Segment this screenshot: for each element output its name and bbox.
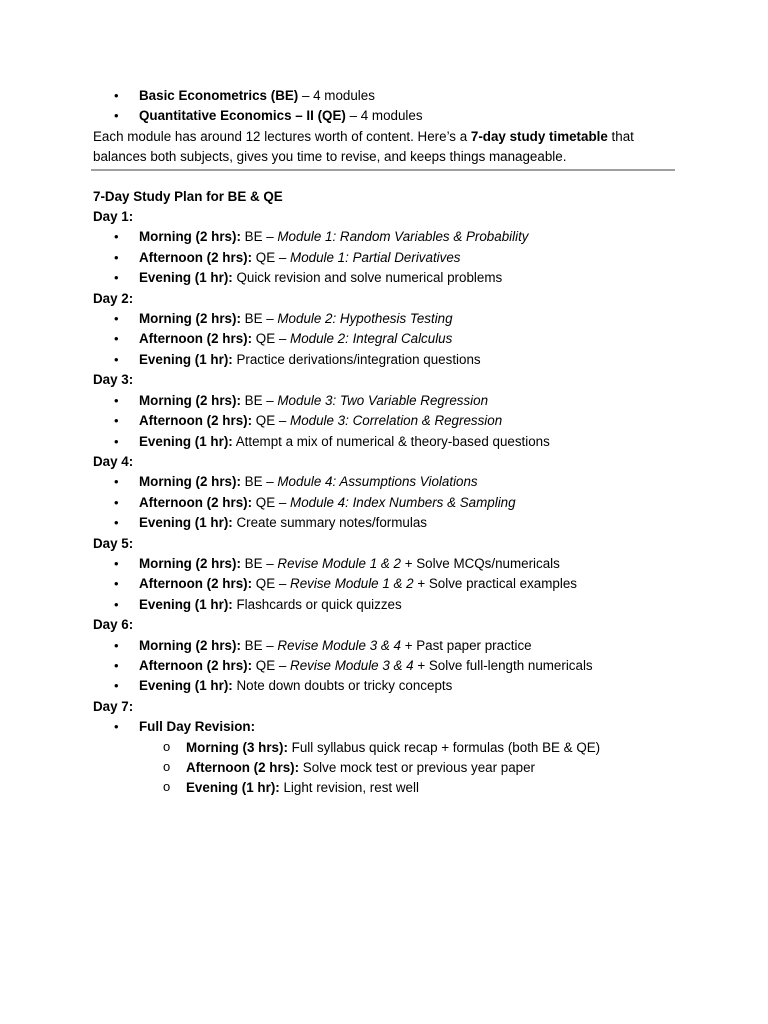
item-bold-text: Morning (2 hrs): — [139, 637, 241, 653]
item-bold-text: Morning (2 hrs): — [139, 392, 241, 408]
list-item — [93, 493, 683, 513]
day-5-list — [93, 554, 683, 615]
day-heading: Day 3: — [93, 372, 134, 388]
item-pre-text: BE – — [240, 555, 278, 571]
item-pre-text: QE – — [252, 413, 291, 429]
item-bold-text: Afternoon (2 hrs): — [139, 576, 253, 592]
item-italic-text: Module 3: Correlation & Regression — [290, 413, 503, 429]
item-pre-text: BE – — [240, 637, 278, 653]
intro-paragraph: Each module has around 12 lectures worth of content. Here’s a 7-day study timetable that balances both subjects, gives you time to revise, and keeps things manageable. — [93, 128, 634, 165]
day-heading: Day 2: — [93, 290, 134, 306]
sub-list-item: o Morning (3 hrs): Full syllabus quick recap + formulas (both BE & QE) — [93, 738, 683, 758]
item-italic-text: Module 1: Partial Derivatives — [290, 249, 461, 265]
item-bold-text: Afternoon (2 hrs): — [139, 413, 253, 429]
list-item — [93, 595, 683, 615]
item-post-text: + Solve MCQs/numericals — [400, 555, 560, 571]
list-item — [93, 656, 683, 676]
list-item — [93, 248, 683, 268]
list-item — [93, 636, 683, 656]
item-pre-text: QE – — [252, 657, 291, 673]
list-item — [93, 574, 683, 594]
item-pre-text: BE – — [240, 392, 278, 408]
list-item — [93, 411, 683, 431]
item-pre-text: Quick revision and solve numerical problems — [232, 270, 503, 286]
plan-title: 7-Day Study Plan for BE & QE — [93, 188, 283, 204]
item-bold-text: Afternoon (2 hrs): — [139, 249, 253, 265]
item-pre-text: QE – — [252, 249, 291, 265]
subject-list — [93, 86, 683, 127]
item-italic-text: Revise Module 1 & 2 — [277, 555, 401, 571]
item-italic-text: Module 2: Hypothesis Testing — [277, 311, 453, 327]
item-pre-text: Flashcards or quick quizzes — [232, 596, 402, 612]
list-item — [93, 554, 683, 574]
item-pre-text: Attempt a mix of numerical & theory-based questions — [232, 433, 550, 449]
item-italic-text: Revise Module 1 & 2 — [290, 576, 414, 592]
list-item: • Full Day Revision: — [93, 717, 683, 737]
item-italic-text: Module 4: Assumptions Violations — [277, 474, 478, 490]
item-pre-text: Create summary notes/formulas — [232, 515, 427, 531]
sub-list-item: o Evening (1 hr): Light revision, rest well — [93, 778, 683, 798]
item-bold-text: Afternoon (2 hrs): — [139, 494, 253, 510]
item-post-text: + Past paper practice — [400, 637, 532, 653]
item-pre-text: BE – — [240, 229, 278, 245]
day-heading: Day 5: — [93, 535, 134, 551]
item-bold-text: Morning (2 hrs): — [139, 474, 241, 490]
item-italic-text: Revise Module 3 & 4 — [277, 637, 401, 653]
item-pre-text: Note down doubts or tricky concepts — [232, 678, 453, 694]
item-italic-text: Revise Module 3 & 4 — [290, 657, 414, 673]
list-item: • Basic Econometrics (BE) – 4 modules — [93, 86, 683, 106]
sub-list-item: o Afternoon (2 hrs): Solve mock test or previous year paper — [93, 758, 683, 778]
item-post-text: + Solve full-length numericals — [413, 657, 593, 673]
item-bold-text: Evening (1 hr): — [139, 351, 233, 367]
item-pre-text: QE – — [252, 576, 291, 592]
item-pre-text: QE – — [252, 331, 291, 347]
item-bold-text: Evening (1 hr): — [139, 596, 233, 612]
item-post-text: + Solve practical examples — [413, 576, 577, 592]
item-pre-text: BE – — [240, 474, 278, 490]
day-1-list — [93, 227, 683, 288]
day-heading: Day 6: — [93, 617, 134, 633]
item-bold-text: Morning (2 hrs): — [139, 229, 241, 245]
day-heading: Day 7: — [93, 698, 134, 714]
day-7-list — [93, 717, 683, 737]
list-item — [93, 391, 683, 411]
list-item — [93, 268, 683, 288]
item-italic-text: Module 2: Integral Calculus — [290, 331, 453, 347]
day-heading: Day 4: — [93, 453, 134, 469]
day-6-list — [93, 636, 683, 697]
item-bold-text: Afternoon (2 hrs): — [139, 657, 253, 673]
item-pre-text: Practice derivations/integration questions — [232, 351, 481, 367]
list-item — [93, 329, 683, 349]
day-4-list — [93, 472, 683, 533]
list-item — [93, 472, 683, 492]
item-bold-text: Afternoon (2 hrs): — [139, 331, 253, 347]
item-bold-text: Evening (1 hr): — [139, 270, 233, 286]
item-bold-text: Evening (1 hr): — [139, 678, 233, 694]
item-bold-text: Morning (2 hrs): — [139, 555, 241, 571]
item-bold-text: Morning (2 hrs): — [139, 311, 241, 327]
item-italic-text: Module 4: Index Numbers & Sampling — [290, 494, 516, 510]
day-7-sublist — [93, 738, 683, 799]
day-sections — [93, 207, 683, 697]
list-item: • Quantitative Economics – II (QE) – 4 modules — [93, 106, 683, 126]
item-bold-text: Evening (1 hr): — [139, 515, 233, 531]
list-item — [93, 432, 683, 452]
horizontal-divider — [91, 169, 675, 171]
item-bold-text: Evening (1 hr): — [139, 433, 233, 449]
list-item — [93, 350, 683, 370]
document-body — [93, 86, 683, 799]
day-heading: Day 1: — [93, 209, 134, 225]
item-italic-text: Module 1: Random Variables & Probability — [277, 229, 529, 245]
day-2-list — [93, 309, 683, 370]
item-italic-text: Module 3: Two Variable Regression — [277, 392, 489, 408]
list-item — [93, 676, 683, 696]
item-pre-text: BE – — [240, 311, 278, 327]
day-3-list — [93, 391, 683, 452]
item-pre-text: QE – — [252, 494, 291, 510]
list-item — [93, 227, 683, 247]
list-item — [93, 513, 683, 533]
list-item — [93, 309, 683, 329]
